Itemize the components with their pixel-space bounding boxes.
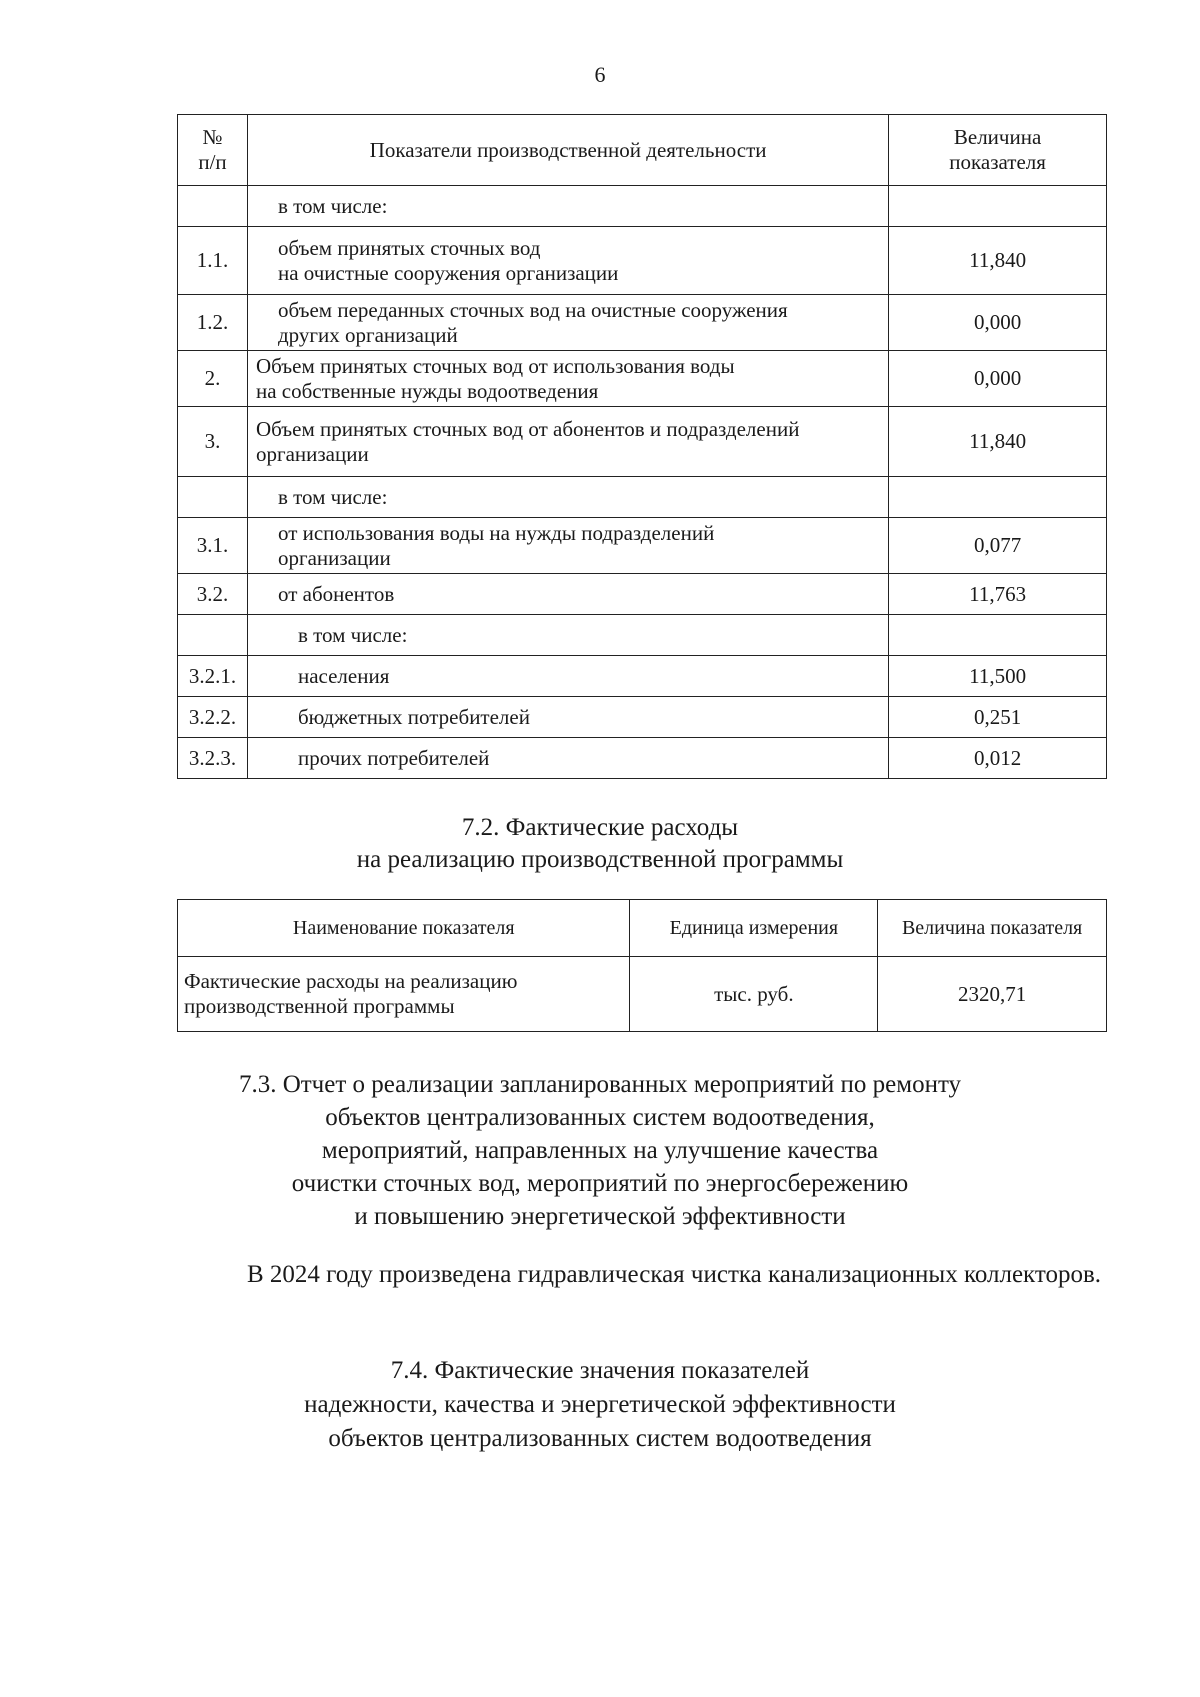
header-name: Наименование показателя bbox=[178, 900, 630, 957]
header-unit: Единица измерения bbox=[630, 900, 878, 957]
section-title-line: 7.3. Отчет о реализации запланированных мероприятий по ремонту bbox=[238, 1071, 962, 1098]
row-num: 3.2.2. bbox=[178, 697, 248, 738]
row-value: 0,077 bbox=[889, 518, 1107, 574]
row-num: 3.2. bbox=[178, 574, 248, 615]
table-row bbox=[178, 518, 1107, 574]
header-value: Величина показателя bbox=[889, 115, 1107, 186]
row-num: 1.2. bbox=[178, 295, 248, 351]
section-title-line: очистки сточных вод, мероприятий по энергосбережению bbox=[291, 1170, 909, 1197]
header-num: № п/п bbox=[178, 115, 248, 186]
header-indicator: Показатели производственной деятельности bbox=[247, 115, 888, 186]
row-label: в том числе: bbox=[247, 615, 888, 656]
row-value: 0,251 bbox=[889, 697, 1107, 738]
row-label: от абонентов bbox=[247, 574, 888, 615]
section-title-line: объектов централизованных систем водоотведения, bbox=[325, 1104, 875, 1131]
row-value bbox=[889, 186, 1107, 227]
row-value bbox=[889, 615, 1107, 656]
table-row bbox=[178, 957, 1107, 1032]
row-label: бюджетных потребителей bbox=[247, 697, 888, 738]
row-label: в том числе: bbox=[247, 186, 888, 227]
row-num bbox=[178, 477, 248, 518]
section-title-line: мероприятий, направленных на улучшение качества bbox=[321, 1137, 879, 1164]
row-label: населения bbox=[247, 656, 888, 697]
table-row bbox=[178, 407, 1107, 477]
row-num: 3.2.3. bbox=[178, 738, 248, 779]
header-value: Величина показателя bbox=[878, 900, 1107, 957]
row-num: 3.1. bbox=[178, 518, 248, 574]
section-title-line: и повышению энергетической эффективности bbox=[354, 1203, 846, 1230]
row-label: объем принятых сточных вод на очистные сооружения организации bbox=[247, 227, 888, 295]
table-header-row bbox=[178, 115, 1107, 186]
section-title-line: 7.2. Фактические расходы bbox=[461, 814, 739, 841]
row-value: 2320,71 bbox=[878, 957, 1107, 1032]
row-unit: тыс. руб. bbox=[630, 957, 878, 1032]
table-row bbox=[178, 697, 1107, 738]
row-num bbox=[178, 615, 248, 656]
section-7-3-paragraph: В 2024 году произведена гидравлическая чистка канализационных коллекторов. bbox=[247, 1261, 1102, 1288]
row-label: от использования воды на нужды подразделений организации bbox=[247, 518, 888, 574]
production-indicators-table bbox=[177, 114, 1107, 779]
table-row bbox=[178, 227, 1107, 295]
row-label: в том числе: bbox=[247, 477, 888, 518]
table-row bbox=[178, 186, 1107, 227]
row-value: 0,000 bbox=[889, 351, 1107, 407]
row-label: Объем принятых сточных вод от абонентов и подразделений организации bbox=[247, 407, 888, 477]
section-7-3-title bbox=[0, 1068, 1200, 1233]
table-row bbox=[178, 615, 1107, 656]
table-header-row bbox=[178, 900, 1107, 957]
row-value: 0,000 bbox=[889, 295, 1107, 351]
table-row bbox=[178, 351, 1107, 407]
table-row bbox=[178, 738, 1107, 779]
row-num: 1.1. bbox=[178, 227, 248, 295]
table-row bbox=[178, 477, 1107, 518]
row-value: 11,840 bbox=[889, 227, 1107, 295]
row-name: Фактические расходы на реализацию производственной программы bbox=[178, 957, 630, 1032]
section-7-4-title bbox=[0, 1354, 1200, 1456]
table-row bbox=[178, 656, 1107, 697]
table-row bbox=[178, 295, 1107, 351]
table-row bbox=[178, 574, 1107, 615]
section-7-2-title bbox=[0, 812, 1200, 876]
section-title-line: надежности, качества и энергетической эффективности bbox=[304, 1391, 896, 1418]
row-num: 3.2.1. bbox=[178, 656, 248, 697]
row-num bbox=[178, 186, 248, 227]
row-value: 0,012 bbox=[889, 738, 1107, 779]
row-label: объем переданных сточных вод на очистные сооружения других организаций bbox=[247, 295, 888, 351]
row-label: Объем принятых сточных вод от использования воды на собственные нужды водоотведения bbox=[247, 351, 888, 407]
section-title-line: на реализацию производственной программы bbox=[356, 846, 844, 873]
row-num: 2. bbox=[178, 351, 248, 407]
section-title-line: объектов централизованных систем водоотведения bbox=[328, 1425, 872, 1452]
row-label: прочих потребителей bbox=[247, 738, 888, 779]
row-value: 11,840 bbox=[889, 407, 1107, 477]
row-value bbox=[889, 477, 1107, 518]
page-number: 6 bbox=[594, 62, 606, 87]
row-value: 11,500 bbox=[889, 656, 1107, 697]
section-title-line: 7.4. Фактические значения показателей bbox=[390, 1357, 810, 1384]
row-value: 11,763 bbox=[889, 574, 1107, 615]
row-num: 3. bbox=[178, 407, 248, 477]
actual-expenses-table bbox=[177, 899, 1107, 1032]
